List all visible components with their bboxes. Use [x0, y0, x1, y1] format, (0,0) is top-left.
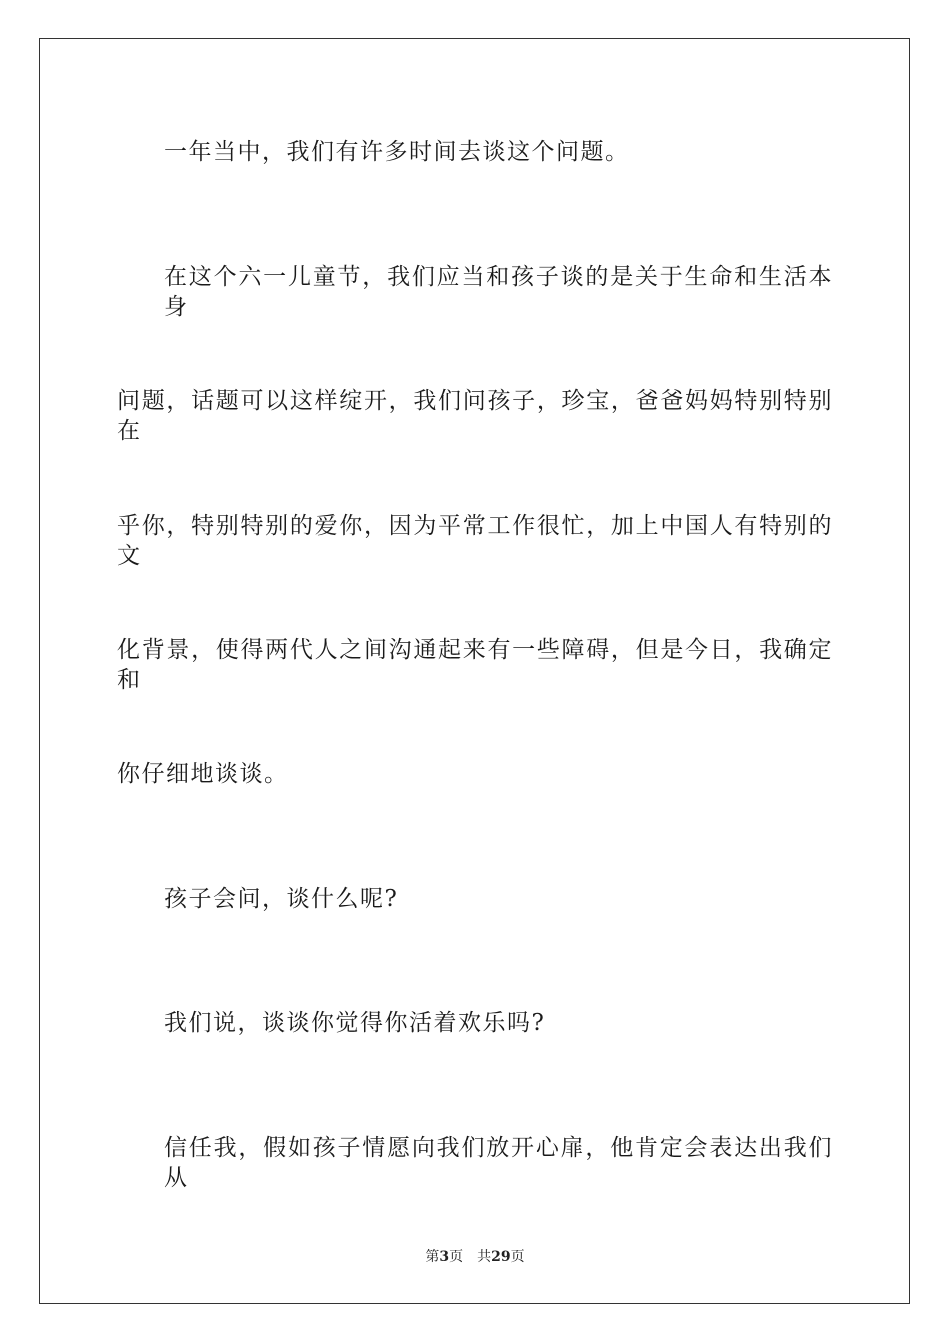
paragraph-line-5: 化背景，使得两代人之间沟通起来有一些障碍，但是今日，我确定和 — [117, 637, 833, 693]
total-prefix: 共 — [477, 1249, 492, 1265]
page-prefix: 第 — [425, 1249, 440, 1265]
paragraph-line-2: 在这个六一儿童节，我们应当和孩子谈的是关于生命和生活本身 — [164, 264, 833, 320]
total-suffix: 页 — [510, 1249, 525, 1265]
paragraph-line-9: 信任我，假如孩子情愿向我们放开心扉，他肯定会表达出我们从 — [164, 1135, 833, 1191]
total-pages: 29 — [491, 1249, 511, 1265]
page-suffix: 页 — [449, 1249, 464, 1265]
paragraph-line-8: 我们说，谈谈你觉得你活着欢乐吗? — [164, 1010, 546, 1036]
paragraph-line-1: 一年当中，我们有许多时间去谈这个问题。 — [164, 139, 630, 165]
paragraph-line-6: 你仔细地谈谈。 — [117, 761, 289, 787]
paragraph-line-4: 乎你，特别特别的爱你，因为平常工作很忙，加上中国人有特别的文 — [117, 513, 833, 569]
page-footer — [0, 1247, 950, 1267]
page-number: 3 — [439, 1249, 450, 1265]
paragraph-line-7: 孩子会问，谈什么呢? — [164, 886, 399, 912]
paragraph-line-3: 问题，话题可以这样绽开，我们问孩子，珍宝，爸爸妈妈特别特别在 — [117, 388, 833, 444]
